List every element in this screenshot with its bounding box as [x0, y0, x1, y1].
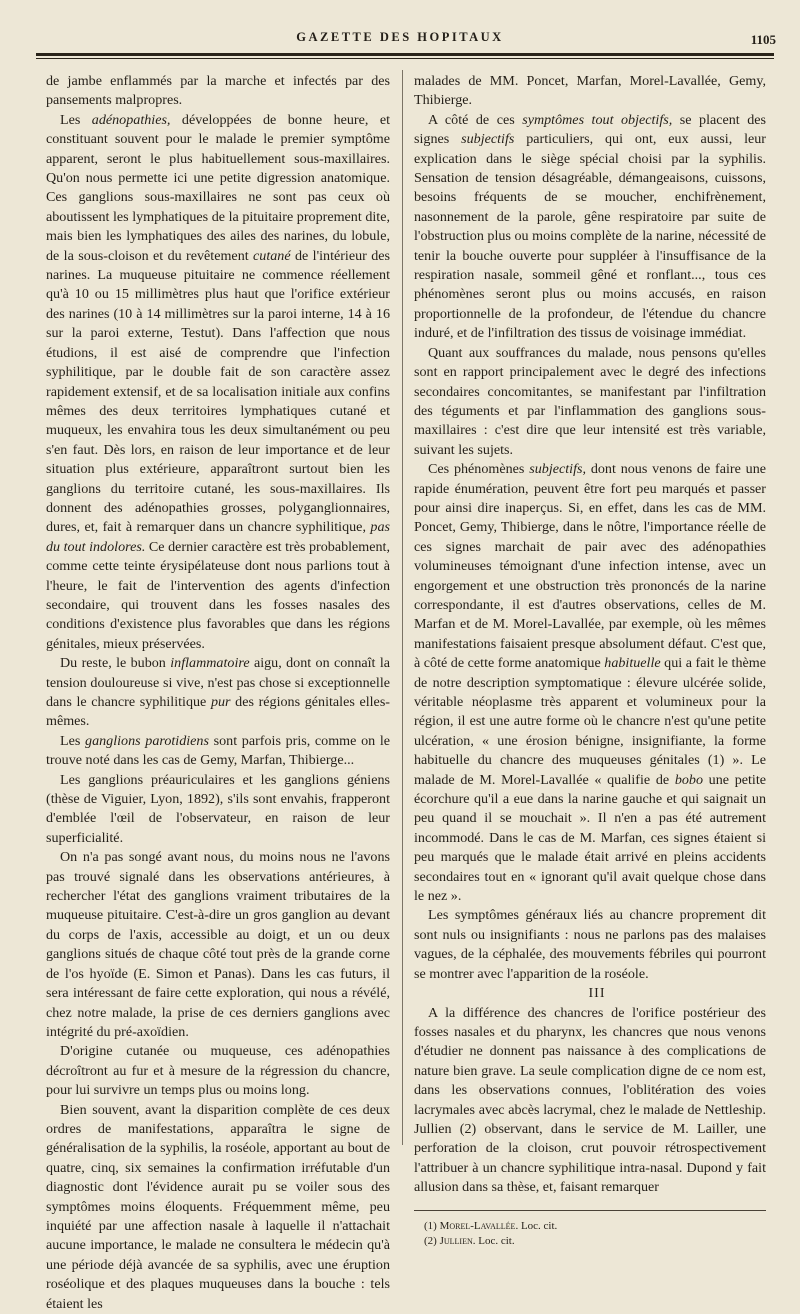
italic-term: symptômes tout objectifs, [522, 111, 673, 128]
left-column [46, 72, 390, 1314]
text-run: Ces phénomènes [428, 461, 530, 478]
paragraph: Les ganglions préauriculaires et les ganglions géniens (thèse de Viguier, Lyon, 1892), s'ils sont envahis, frapperont d'emblée l'œil de l'observateur, en raison de leur superficialité. [46, 771, 390, 846]
italic-term: ganglions parotidiens [85, 732, 209, 749]
italic-term: subjectifs, [529, 461, 586, 478]
paragraph: D'origine cutanée ou muqueuse, ces adénopathies décroîtront au fur et à mesure de la régression du chancre, pour lui survivre un temps plus ou moins long. [46, 1043, 390, 1099]
footnote-marker: (2) [424, 1234, 437, 1247]
italic-term: subjectifs [461, 131, 515, 148]
text-run: aigu, dont on connaît la tension douloureuse si vive, n'est pas chose si exceptionnelle dans le chancre syphilitique [46, 655, 390, 710]
footnote [414, 1234, 766, 1249]
paragraph [414, 460, 766, 906]
text-run: dont nous venons de faire une rapide énumération, peuvent être fort peu marqués et passer pour ainsi dire inaperçus. Si, en effet, dans les cas de MM. Poncet, Gemy, Thibierge, dans le nôtre, l'importance réelle de ces signes marchait de pair avec des adénopathies volumineuses témoignant d'une infection intense, avec un engorgement et une obstruction très prononcés de la narine correspondante, il est d'autres observations, celles de M. Marfan et de M. Morel-Lavallée, par exemple, où les mêmes manifestations faisaient presque absolument défaut. C'est que, à côté de cette forme anatomique [414, 461, 766, 672]
text-run: Ce dernier caractère est très probablement, comme cette teinte érysipélateuse dont nous parlions tout à l'heure, le fait de l'intervention des agents d'infection secondaire, qui trouvent dans les fosses nasales des conditions d'existence plus favorables que dans les régions génitales, mieux préservées. [46, 538, 390, 652]
italic-term: inflammatoire [170, 655, 250, 672]
text-run: une petite écorchure qu'il a eue dans la narine gauche et qui saignait un peu quand il se mouchait ». Il n'en a pas été autrement incommodé. Dans le cas de M. Marfan, ces signes étaient si peu marqués que le malade était arrivé en pleins accidents secondaires tout en « ignorant qu'il avait quelque chose dans le nez ». [414, 771, 766, 905]
text-run: sont parfois pris, comme on le trouve noté dans les cas de Gemy, Marfan, Thibierge... [46, 732, 390, 769]
footnote-author: Jullien. [439, 1234, 476, 1247]
paragraph: A la différence des chancres de l'orifice postérieur des fosses nasales et du pharynx, les chancres que nous venons d'étudier ne donnent pas naissance à des complications de nature bien grave. La seule complication digne de ce nom est, dans les observations connues, l'oblitération des voies lacrymales avec abcès lacrymal, chez le malade de Nettleship. Jullien (2) observant, dans le service de M. Lailler, une perforation de la cloison, crut pouvoir rétrospectivement l'attribuer à un chancre syphilitique intra-nasal. Dupond y fait allusion dans sa thèse, et, faisant remarquer [414, 1004, 766, 1196]
page-number: 1105 [750, 32, 776, 47]
paragraph: Les symptômes généraux liés au chancre proprement dit sont nuls ou insignifiants : nous ne parlons pas des malaises vagues, de la céphalée, des mouvements fébriles qui pourront se montrer avec l'apparition de la roséole. [414, 907, 766, 982]
footnote-text: Loc. cit. [518, 1219, 558, 1232]
footnote-marker: (1) [424, 1219, 437, 1232]
italic-term: habituelle [604, 655, 661, 672]
text-run: Les [60, 732, 86, 749]
paragraph [46, 654, 390, 732]
paragraph: Bien souvent, avant la disparition complète de ces deux ordres de manifestations, apparaîtra le signe de généralisation de la syphilis, la roséole, apportant au bout de quatre, cinq, six semaines la confirmation irréfutable d'un diagnostic dont l'évidence aurait pu se voiler sous des symptômes moins éloquents. Fréquemment même, peu inquiété par une affection nasale à laquelle il n'attachait aucune importance, le malade ne consultera le médecin qu'à une période déjà avancée de sa syphilis, avec une éruption roséolique et des plaques muqueuses dans la bouche : tels étaient les [46, 1101, 390, 1312]
paragraph [46, 732, 390, 771]
italic-term: pas du tout indolores. [46, 519, 390, 555]
text-run: A côté de ces [428, 111, 523, 128]
footnote-rule [414, 1210, 766, 1211]
running-title: GAZETTE DES HOPITAUX [296, 30, 504, 44]
italic-term: pur [210, 694, 231, 710]
text-run: développées de bonne heure, et constituant souvent pour le malade le premier symptôme apparent, seront le plus habituellement sous-maxillaires. Qu'on nous permette ici une petite digression anatomique. Ces ganglions sous-maxillaires ne sont pas ceux où aboutissent les lymphatiques de la pituitaire proprement dite, mais bien les lymphatiques des ailes des narines, du lobule, de la sous-cloison et du revêtement [46, 111, 390, 264]
paragraph: de jambe enflammés par la marche et infectés par des pansements malpropres. [46, 73, 390, 109]
page-header [0, 0, 800, 60]
footnote-author: Morel-Lavallée. [439, 1219, 519, 1232]
paragraph: malades de MM. Poncet, Marfan, Morel-Lavallée, Gemy, Thibierge. [414, 73, 766, 109]
text-run: des régions génitales elles-mêmes. [46, 694, 390, 730]
text-run: qui a fait le thème de notre description symptomatique : élevure ulcérée solide, véritable néoplasme très apparent et volumineux pour la région, il est une autre forme où le chancre n'est qu'une petite ulcération, « une érosion bénigne, insignifiante, la forme habituelle du chancre des muqueuses génitales (1) ». Le malade de M. Morel-Lavallée « qualifie de [414, 655, 766, 788]
italic-term: bobo [674, 771, 703, 788]
paragraph: Les adénopathies, développées de bonne heure, et constituant souvent pour le malade le premier symptôme apparent, seront le plus habituellement sous-maxillaires. Qu'on nous permette ici une petite digression anatomique. Ces ganglions sous-maxillaires ne sont pas ceux où aboutissent les lymphatiques de la pituitaire proprement dite, mais bien les lymphatiques des ailes des narines, du lobule, de la sous-cloison et du revêtement cutané de l'intérieur des narines. La muqueuse pituitaire ne commence réellement qu'à 10 ou 15 millimètres plus haut que l'orifice extérieur des narines (10 à 14 millimètres sur la paroi interne, 14 à 16 sur la paroi externe, Testut). Dans l'affection que nous étudions, il est aisé de comprendre que l'infection syphilitique, par le double fait de son caractère assez rapidement extensif, et de sa localisation initiale aux confins mêmes des deux territoires lymphatiques cutané et muqueux, les envahira tous les deux simultanément ou peu s'en faut. Dès lors, en raison de leur importance et de leur situation plus extérieure, apparaîtront surtout bien les ganglions du territoire cutané, les sous-maxillaires. Ils donnent des adénopathies grosses, polyganglionnaires, dures, et, fait à remarquer dans un chancre syphilitique, pas du tout indolores. Ce dernier caractère est très probablement, comme cette teinte érysipélateuse dont nous parlions tout à l'heure, le fait de l'intervention des agents d'infection secondaire, qui trouvent dans les fosses nasales des conditions d'existence plus favorables que dans les régions génitales, mieux préservées. [46, 111, 390, 652]
text-run: se placent des signes [414, 111, 767, 148]
paragraph [414, 111, 766, 344]
paragraph: On n'a pas songé avant nous, du moins nous ne l'avons pas trouvé signalé dans les observations antérieures, à rechercher l'état des ganglions vraiment tributaires de la muqueuse pituitaire. C'est-à-dire un gros ganglion au devant du corps de l'axis, accessible au doigt, et un ou deux ganglions situés de chaque côté tout près de la grande corne de l'os hyoïde (E. Simon et Panas). Dans les cas futurs, il sera intéressant de faire cette exploration, qui nous a révélé, chez notre malade, la prise de ces derniers ganglions avec intégrité du pré-axoïdien. [46, 849, 390, 1040]
header-rule-thin [36, 58, 774, 59]
text-run: de l'intérieur des narines. La muqueuse pituitaire ne commence réellement qu'à 10 ou 15 millimètres plus haut que l'orifice extérieur des narines (10 à 14 millimètres sur la paroi interne, 14 à 16 sur la paroi externe, Testut). Dans l'affection que nous étudions, il est aisé de comprendre que l'infection syphilitique, par le double fait de son caractère assez rapidement extensif, et de sa localisation initiale aux confins mêmes des deux territoires lymphatiques cutané et muqueux, les envahira tous les deux simultanément ou peu s'en faut. Dès lors, en raison de leur importance et de leur situation plus extérieure, apparaîtront surtout bien les ganglions du territoire cutané, les sous-maxillaires. Ils donnent des adénopathies grosses, polyganglionnaires, dures, et, fait à remarquer dans un chancre syphilitique, [46, 247, 390, 536]
right-column [414, 72, 766, 1249]
italic-term: cutané [253, 247, 291, 264]
text-run: Du reste, le bubon [60, 655, 171, 672]
footnote [414, 1219, 766, 1234]
paragraph: Quant aux souffrances du malade, nous pensons qu'elles sont en rapport principalement avec le degré des infections secondaires concomitantes, se manifestant par l'infiltration des téguments et par l'inflammation des ganglions sous-maxillaires : c'est dire que leur intensité est très variable, suivant les sujets. [414, 344, 766, 458]
footnote-text: Loc. cit. [475, 1234, 515, 1247]
column-divider [402, 70, 403, 1145]
header-rule-thick [36, 53, 774, 56]
text-run: particuliers, qui ont, eux aussi, leur explication dans le siège spécial choisi par la syphilis. Sensation de tension désagréable, démangeaisons, cuissons, besoins fréquents de se moucher, enchifrènement, nasonnement de la parole, gêne respiratoire par suite de l'obstruction plus ou moins complète de la narine, nécessité de tenir la bouche ouverte pour suppléer à l'insuffisance de la respiration nasale, sommeil gêné et ronflant..., tous ces phénomènes seront plus ou moins accusés, en raison proportionnelle de la profondeur, de l'étendue du chancre induré, et de l'infiltration des tissus de voisinage immédiat. [414, 131, 766, 342]
section-heading: III [588, 986, 606, 1002]
italic-term: adénopathies, [91, 111, 171, 128]
